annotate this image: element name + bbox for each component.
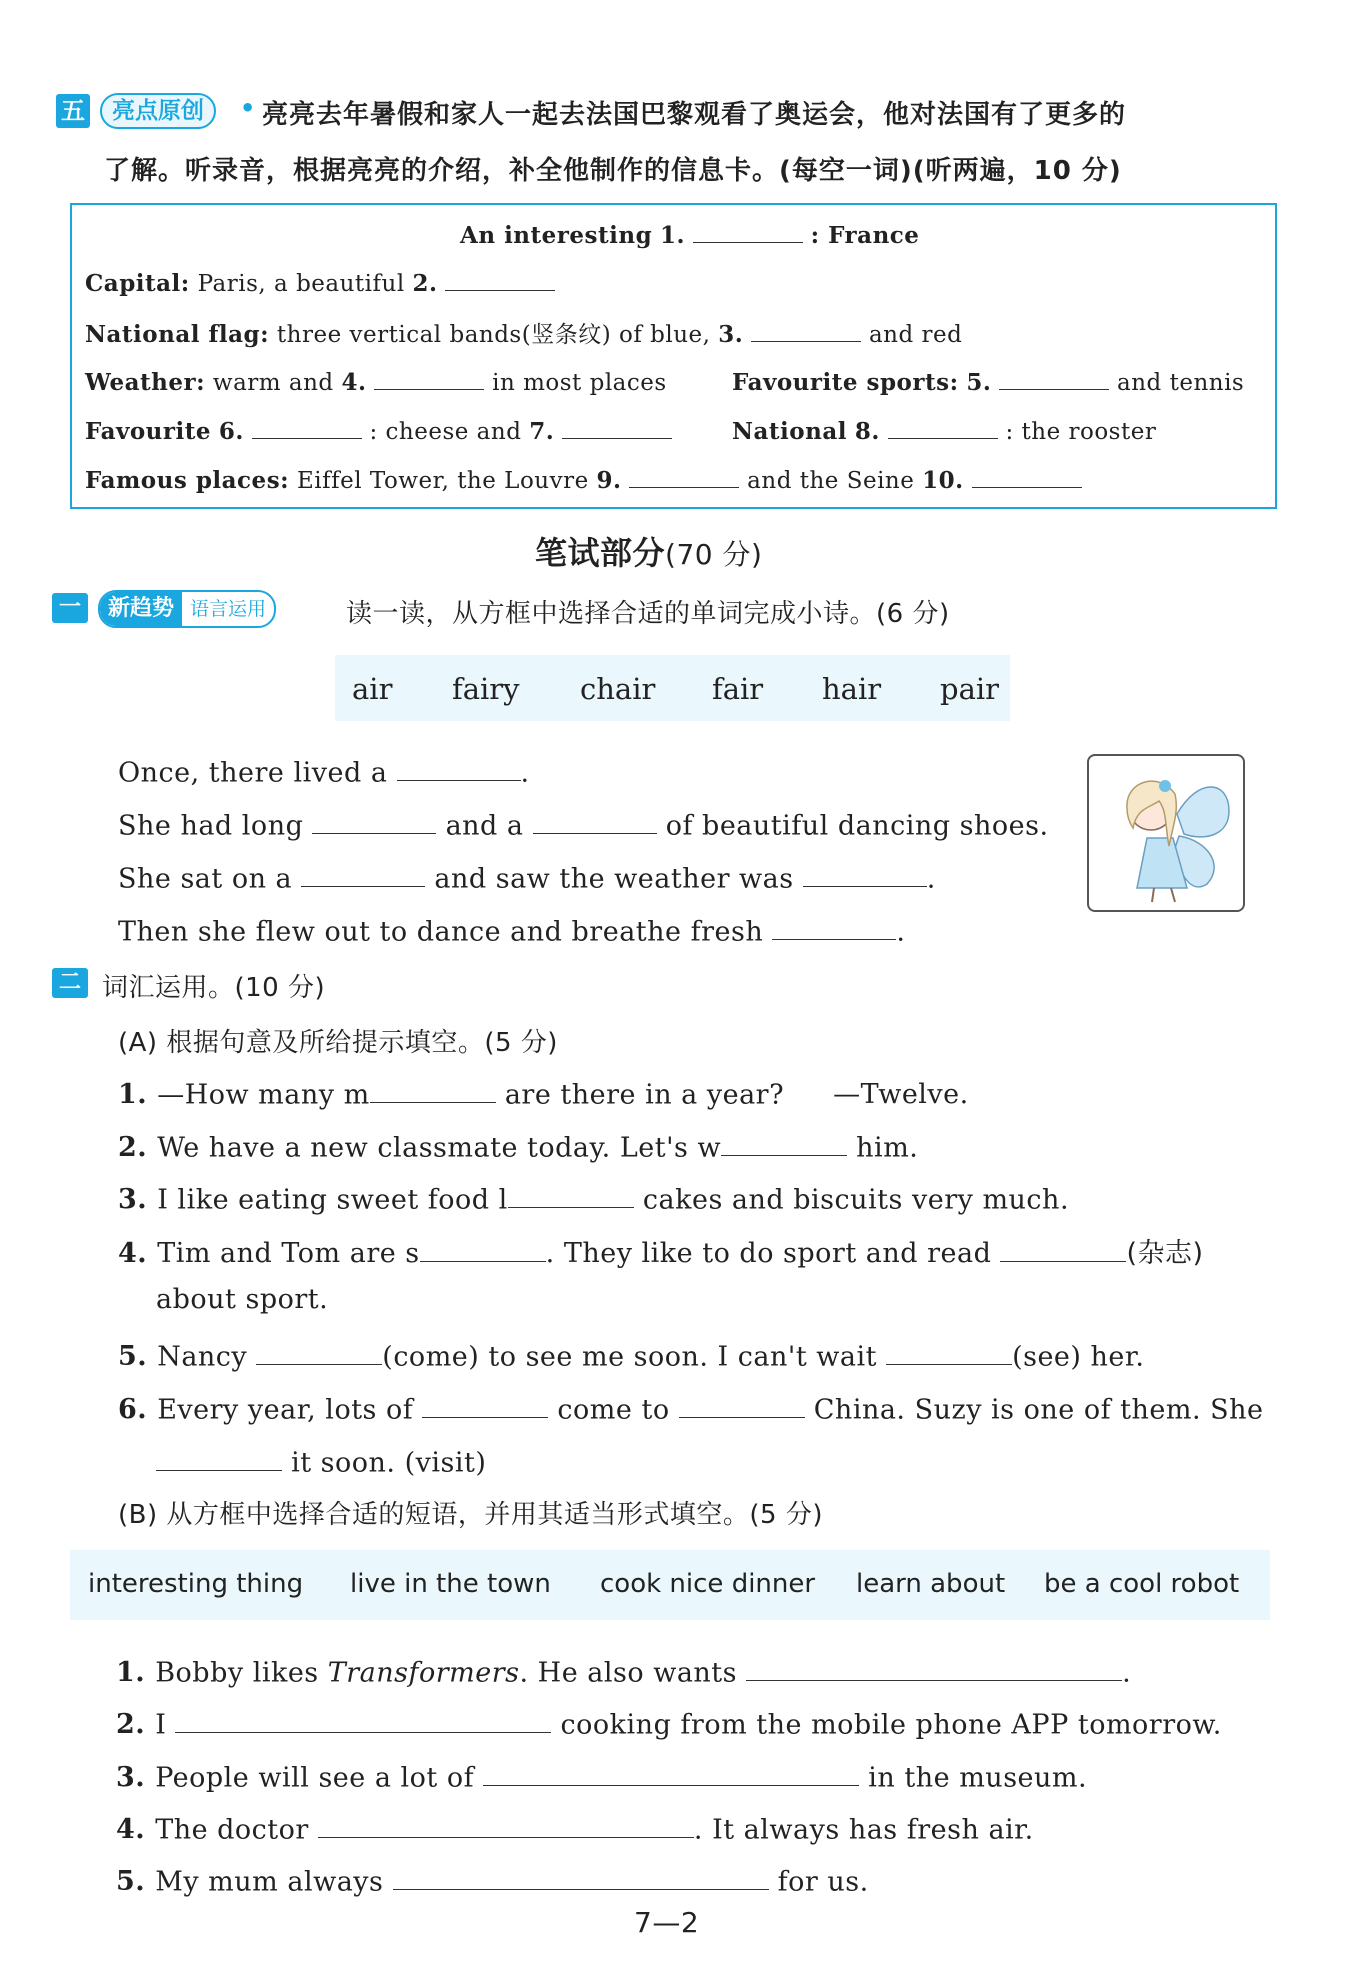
- a-blank-7[interactable]: [886, 1336, 1012, 1365]
- a-blank-4[interactable]: [420, 1233, 546, 1262]
- a-item-1: 1. —How many m are there in a year? —Twelve.: [118, 1074, 969, 1110]
- a-item-4-cont: about sport.: [156, 1284, 329, 1315]
- a-blank-10[interactable]: [156, 1442, 282, 1471]
- part2b-title: (B) 从方框中选择合适的短语，并用其适当形式填空。(5 分): [118, 1500, 823, 1530]
- card-weather: Weather: warm and 4. in most places: [85, 365, 667, 396]
- word-air: air: [352, 672, 393, 706]
- poem-blank-5[interactable]: [803, 858, 927, 887]
- b-blank-4[interactable]: [318, 1809, 694, 1838]
- card-flag: National flag: three vertical bands(竖条纹) of blue, 3. and red: [85, 316, 962, 349]
- a-blank-2[interactable]: [721, 1127, 847, 1156]
- card-capital: Capital: Paris, a beautiful 2.: [85, 266, 555, 297]
- a-blank-3[interactable]: [508, 1179, 634, 1208]
- a-item-6: 6. Every year, lots of come to China. Suzy is one of them. She: [118, 1389, 1264, 1425]
- phrase-be-a-cool-robot: be a cool robot: [1044, 1569, 1240, 1599]
- a-blank-8[interactable]: [422, 1389, 548, 1418]
- poem-line-4: Then she flew out to dance and breathe fresh .: [118, 911, 905, 947]
- blank-5[interactable]: [999, 365, 1109, 390]
- fairy-illustration: [1087, 754, 1245, 912]
- section-number-badge: 五: [56, 94, 90, 128]
- part2-title: 词汇运用。(10 分): [102, 973, 326, 1003]
- a-blank-5[interactable]: [1000, 1233, 1126, 1262]
- b-blank-2[interactable]: [175, 1704, 551, 1733]
- b-item-4: 4. The doctor . It always has fresh air.: [116, 1809, 1034, 1845]
- phrase-cook-nice-dinner: cook nice dinner: [600, 1569, 816, 1599]
- poem-line-1: Once, there lived a .: [118, 752, 530, 788]
- section-tag-original: 亮点原创: [100, 93, 216, 129]
- b-item-1: 1. Bobby likes Transformers. He also wants .: [116, 1652, 1131, 1688]
- written-part-title: 笔试部分(70 分): [535, 534, 763, 572]
- word-fair: fair: [712, 672, 764, 706]
- card-title: An interesting 1. : France: [460, 218, 919, 249]
- poem-blank-3[interactable]: [533, 805, 657, 834]
- poem-line-3: She sat on a and saw the weather was .: [118, 858, 936, 894]
- tag-dot: •: [240, 94, 256, 122]
- blank-4[interactable]: [374, 365, 484, 390]
- a-item-2: 2. We have a new classmate today. Let's w him.: [118, 1127, 918, 1163]
- word-chair: chair: [580, 672, 656, 706]
- a-item-5: 5. Nancy (come) to see me soon. I can't wait (see) her.: [118, 1336, 1144, 1372]
- section5-instruction-line2: 了解。听录音，根据亮亮的介绍，补全他制作的信息卡。(每空一词)(听两遍，10 分): [104, 156, 1122, 186]
- blank-6[interactable]: [252, 414, 362, 439]
- word-pair: pair: [940, 672, 999, 706]
- word-fairy: fairy: [452, 672, 520, 706]
- phrase-interesting-thing: interesting thing: [88, 1569, 304, 1599]
- blank-10[interactable]: [972, 463, 1082, 488]
- b-item-3: 3. People will see a lot of in the museum.: [116, 1757, 1087, 1793]
- phrase-learn-about: learn about: [856, 1569, 1006, 1599]
- section5-instruction-line1: 亮亮去年暑假和家人一起去法国巴黎观看了奥运会，他对法国有了更多的: [262, 100, 1127, 130]
- poem-blank-4[interactable]: [301, 858, 425, 887]
- blank-1[interactable]: [693, 218, 803, 243]
- blank-3[interactable]: [751, 317, 861, 342]
- b-item-2: 2. I cooking from the mobile phone APP tomorrow.: [116, 1704, 1222, 1740]
- part1-instruction: 读一读，从方框中选择合适的单词完成小诗。(6 分): [346, 599, 950, 629]
- card-sports: Favourite sports: 5. and tennis: [732, 365, 1244, 396]
- blank-2[interactable]: [445, 266, 555, 291]
- poem-blank-1[interactable]: [397, 752, 521, 781]
- poem-line-2: She had long and a of beautiful dancing shoes.: [118, 805, 1049, 841]
- page-number: 7—2: [634, 1906, 700, 1939]
- a-blank-1[interactable]: [370, 1074, 496, 1103]
- card-places: Famous places: Eiffel Tower, the Louvre 9. and the Seine 10.: [85, 463, 1082, 494]
- a-item-4: 4. Tim and Tom are s . They like to do sport and read (杂志): [118, 1231, 1204, 1270]
- a-item-6-cont: it soon. (visit): [156, 1442, 486, 1478]
- part2-number-badge: 二: [52, 968, 88, 998]
- part1-number-badge: 一: [52, 593, 88, 623]
- b-item-5: 5. My mum always for us.: [116, 1861, 869, 1897]
- part1-tag: 新趋势 语言运用: [98, 590, 276, 628]
- b-blank-5[interactable]: [393, 1861, 769, 1890]
- blank-9[interactable]: [629, 463, 739, 488]
- phrase-live-in-the-town: live in the town: [350, 1569, 551, 1599]
- b-blank-1[interactable]: [746, 1652, 1122, 1681]
- word-hair: hair: [822, 672, 882, 706]
- card-national: National 8. : the rooster: [732, 414, 1156, 445]
- word-box: [335, 655, 1010, 721]
- poem-blank-2[interactable]: [312, 805, 436, 834]
- a-blank-9[interactable]: [679, 1389, 805, 1418]
- blank-8[interactable]: [888, 414, 998, 439]
- poem-blank-6[interactable]: [772, 911, 896, 940]
- a-blank-6[interactable]: [256, 1336, 382, 1365]
- b-blank-3[interactable]: [483, 1757, 859, 1786]
- part2a-title: (A) 根据句意及所给提示填空。(5 分): [118, 1028, 558, 1058]
- card-favourite: Favourite 6. : cheese and 7.: [85, 414, 672, 445]
- a-item-3: 3. I like eating sweet food l cakes and biscuits very much.: [118, 1179, 1069, 1215]
- blank-7[interactable]: [562, 414, 672, 439]
- fairy-icon: [1089, 756, 1243, 910]
